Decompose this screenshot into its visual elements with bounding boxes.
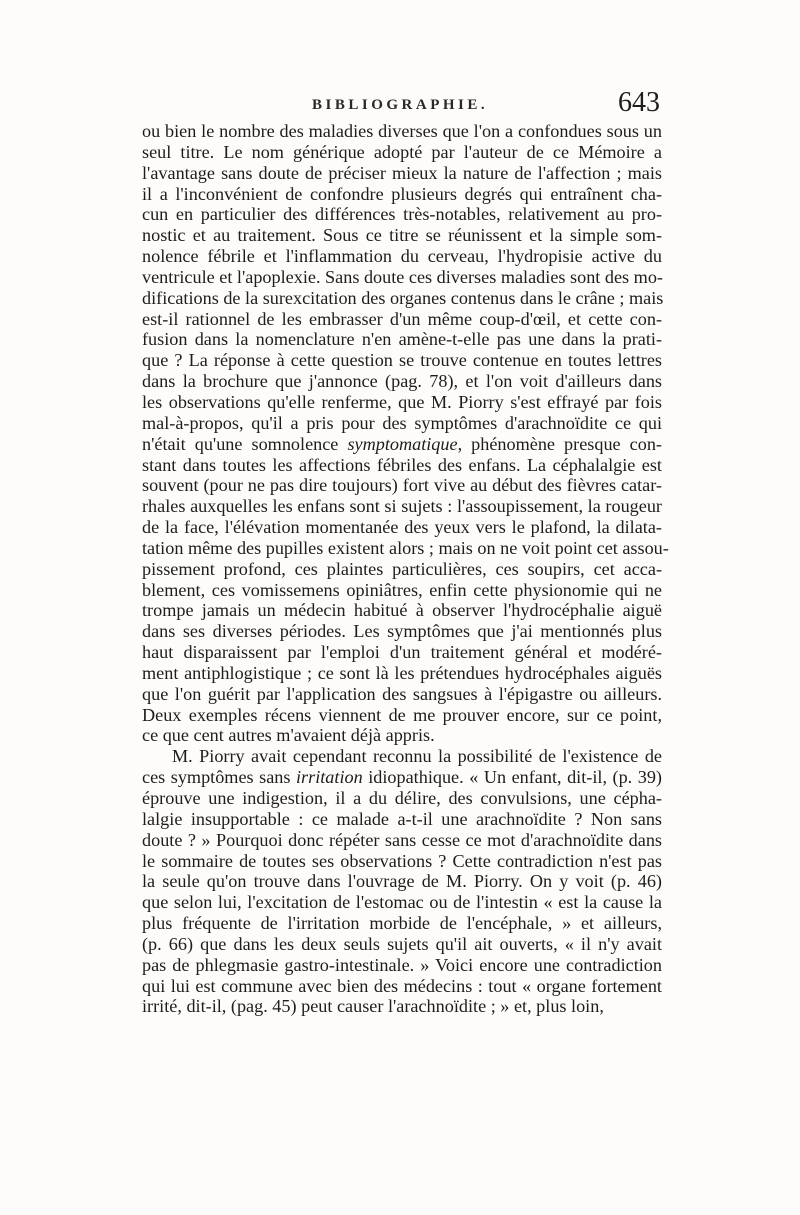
text-line: cun en particulier des différences très-notables, relativement au pro- (142, 204, 662, 225)
text-line: éprouve une indigestion, il a du délire, des convulsions, une cépha- (142, 788, 662, 808)
text-line: stant dans toutes les affections fébriles des enfans. La céphalalgie est (142, 454, 662, 475)
text-line: est-il rationnel de les embrasser d'un même coup-d'œil, et cette con- (142, 308, 662, 329)
text-line: ce que cent autres m'avaient déjà appris. (142, 725, 435, 746)
text-line: seul titre. Le nom générique adopté par l'auteur de ce Mémoire a (142, 141, 662, 162)
text-line: qui lui est commune avec bien des médecins : tout « organe fortement (142, 975, 662, 996)
paragraph-1 (142, 121, 669, 746)
text-line: n'était qu'une somnolence symptomatique, phénomène presque con- (142, 433, 662, 454)
text-line: les observations qu'elle renferme, que M. Piorry s'est effrayé par fois (142, 391, 662, 412)
text-line: tation même des pupilles existent alors ; mais on ne voit point cet assou- (142, 537, 669, 558)
page-number: 643 (618, 87, 660, 118)
text-line: que selon lui, l'excitation de l'estomac ou de l'intestin « est la cause la (142, 892, 662, 913)
text-line: pissement profond, ces plaintes particulières, ces soupirs, cet acca- (142, 558, 662, 579)
text-line: dans la brochure que j'annonce (pag. 78), et l'on voit d'ailleurs dans (142, 371, 662, 392)
body-text (142, 121, 669, 1017)
text-line: ventricule et l'apoplexie. Sans doute ces diverses maladies sont des mo- (142, 266, 663, 287)
text-line: rhales auxquelles les enfans sont si sujets : l'assoupissement, la rougeur (142, 496, 662, 517)
text-line: que l'on guérit par l'application des sangsues à l'épigastre ou ailleurs. (142, 683, 662, 704)
text-line: fusion dans la nomenclature n'en amène-t-elle pas une dans la prati- (142, 329, 662, 350)
text-line: M. Piorry avait cependant reconnu la possibilité de l'existence de (172, 746, 662, 767)
text-line: haut disparaissent par l'emploi d'un traitement général et modéré- (142, 642, 662, 663)
text-line: nolence fébrile et l'inflammation du cerveau, l'hydropisie active du (142, 246, 662, 267)
text-line: l'avantage sans doute de préciser mieux la nature de l'affection ; mais (142, 162, 662, 183)
text-line: (p. 66) que dans les deux seuls sujets qu'il ait ouverts, « il n'y avait (142, 933, 662, 954)
text-line: doute ? » Pourquoi donc répéter sans cesse ce mot d'arachnoïdite dans (142, 829, 662, 850)
paragraph-2 (142, 746, 662, 1017)
text-line: il a l'inconvénient de confondre plusieurs degrés qui entraînent cha- (142, 183, 662, 204)
text-line: la seule qu'on trouve dans l'ouvrage de M. Piorry. On y voit (p. 46) (142, 871, 662, 892)
running-title: BIBLIOGRAPHIE. (312, 97, 489, 113)
text-line: mal-à-propos, qu'il a pris pour des symptômes d'arachnoïdite ce qui (142, 412, 662, 433)
text-line: trompe jamais un médecin habitué à observer l'hydrocéphalie aiguë (142, 600, 662, 621)
text-line: lalgie insupportable : ce malade a-t-il une arachnoïdite ? Non sans (142, 808, 662, 829)
text-line: ou bien le nombre des maladies diverses que l'on a confondues sous un (142, 121, 662, 141)
text-line: nostic et au traitement. Sous ce titre se réunissent et la simple som- (142, 225, 662, 246)
text-line: que ? La réponse à cette question se trouve contenue en toutes lettres (142, 350, 662, 371)
text-line: irrité, dit-il, (pag. 45) peut causer l'arachnoïdite ; » et, plus loin, (142, 996, 604, 1017)
text-line: souvent (pour ne pas dire toujours) fort vive au début des fièvres catar- (142, 475, 662, 496)
text-line: difications de la surexcitation des organes contenus dans le crâne ; mais (142, 287, 664, 308)
text-line: blement, ces vomissemens opiniâtres, enfin cette physionomie qui ne (142, 579, 662, 600)
text-line: plus fréquente de l'irritation morbide de l'encéphale, » et ailleurs, (142, 913, 662, 934)
text-line: Deux exemples récens viennent de me prouver encore, sur ce point, (142, 704, 662, 725)
text-line: dans ses diverses périodes. Les symptômes que j'ai mentionnés plus (142, 621, 662, 642)
text-line: le sommaire de toutes ses observations ? Cette contradiction n'est pas (142, 850, 662, 871)
running-head (140, 87, 660, 125)
text-line: pas de phlegmasie gastro-intestinale. » Voici encore une contradiction (142, 954, 662, 975)
text-line: de la face, l'élévation momentanée des yeux vers le plafond, la dilata- (142, 517, 662, 538)
text-line: ment antiphlogistique ; ce sont là les prétendues hydrocéphales aiguës (142, 662, 662, 683)
text-line: ces symptômes sans irritation idiopathique. « Un enfant, dit-il, (p. 39) (142, 767, 662, 788)
